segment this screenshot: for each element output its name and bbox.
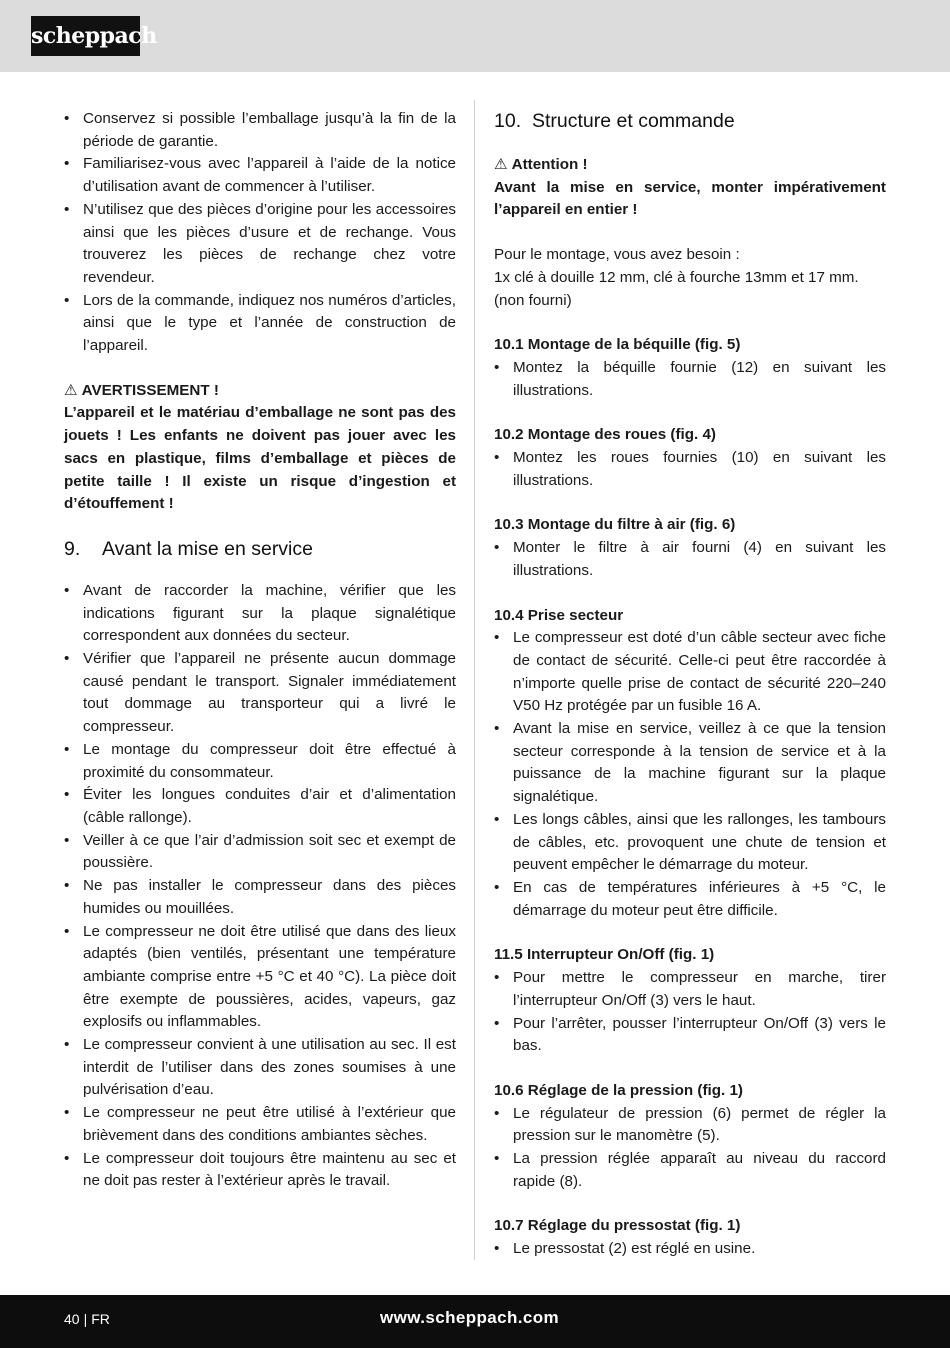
list-item: • Ne pas installer le compresseur dans des pièces humides ou mouillées.	[64, 875, 456, 920]
list-item: • En cas de températures inférieures à +5 °C, le démarrage du moteur peut être difficile.	[494, 877, 886, 922]
section-heading-10	[494, 108, 886, 134]
subsection-title: 10.4 Prise secteur	[494, 606, 624, 624]
warning-heading	[64, 380, 456, 403]
list-item: • Pour l’arrêter, pousser l’interrupteur On/Off (3) vers le bas.	[494, 1013, 886, 1058]
list-item: • Pour mettre le compresseur en marche, tirer l’interrupteur On/Off (3) vers le haut.	[494, 967, 886, 1012]
list-item: • Montez les roues fournies (10) en suivant les illustrations.	[494, 447, 886, 492]
bullet-list	[494, 357, 886, 402]
montage-intro: Pour le montage, vous avez besoin :	[494, 246, 740, 264]
warning-text: L’appareil et le matériau d’emballage ne sont pas des jouets ! Les enfants ne doivent pas jouer avec les sacs en plastique, films d’emballage et pièces de petite taille ! Il existe un risque d’ingestion et d’étouffement !	[64, 404, 456, 513]
website-url: www.scheppach.com	[380, 1308, 560, 1327]
list-item: • Montez la béquille fournie (12) en suivant les illustrations.	[494, 357, 886, 402]
list-item: • N’utilisez que des pièces d’origine pour les accessoires ainsi que les pièces d’usure et de rechange. Vous trouverez les pièces de rechange chez votre revendeur.	[64, 199, 456, 290]
attention-title: Attention !	[511, 156, 588, 173]
subsection-title: 10.3 Montage du filtre à air (fig. 6)	[494, 516, 736, 534]
bullet-list-before-use	[64, 580, 456, 1193]
list-item: • Le compresseur ne peut être utilisé à l’extérieur que brièvement dans des conditions ambiantes sèches.	[64, 1102, 456, 1147]
warning-triangle-icon: ⚠	[494, 156, 508, 173]
list-item: • Familiarisez-vous avec l’appareil à l’aide de la notice d’utilisation avant de commencer à l’utiliser.	[64, 153, 456, 198]
section-number: 10.	[494, 110, 522, 132]
montage-tools: 1x clé à douille 12 mm, clé à fourche 13mm et 17 mm. (non fourni)	[494, 268, 859, 309]
subsection-title: 10.1 Montage de la béquille (fig. 5)	[494, 336, 741, 354]
page-separator: |	[83, 1311, 88, 1327]
bullet-list	[494, 967, 886, 1058]
page-number: 40	[64, 1311, 80, 1327]
list-item: • Le pressostat (2) est réglé en usine.	[494, 1238, 886, 1261]
section-title: Structure et commande	[532, 110, 735, 132]
bullet-list	[494, 627, 886, 922]
section-title: Avant la mise en service	[102, 537, 313, 560]
section-heading-9	[64, 536, 456, 562]
list-item: • Veiller à ce que l’air d’admission soit sec et exempt de poussière.	[64, 830, 456, 875]
bullet-list	[494, 447, 886, 492]
subsection-title: 10.2 Montage des roues (fig. 4)	[494, 426, 716, 444]
attention-heading	[494, 154, 886, 177]
list-item: • Le compresseur convient à une utilisation au sec. Il est interdit de l’utiliser dans des zones soumises à une pulvérisation d’eau.	[64, 1034, 456, 1102]
list-item: • Éviter les longues conduites d’air et d’alimentation (câble rallonge).	[64, 784, 456, 829]
brand-logo: scheppach	[31, 16, 140, 56]
list-item: • Le compresseur est doté d’un câble secteur avec fiche de contact de sécurité. Celle-ci peut être raccordée à n’importe quelle prise de contact de sécurité 220–240 V50 Hz protégée par un fusible 16 A.	[494, 627, 886, 718]
attention-text: Avant la mise en service, monter impérativement l’appareil en entier !	[494, 178, 886, 219]
list-item: • Le compresseur doit toujours être maintenu au sec et ne doit pas rester à l’extérieur après le travail.	[64, 1148, 456, 1193]
bullet-list-packaging	[64, 108, 456, 358]
list-item: • Les longs câbles, ainsi que les rallonges, les tambours de câbles, etc. provoquent une chute de tension et peuvent empêcher le démarrage du moteur.	[494, 809, 886, 877]
list-item: • Avant de raccorder la machine, vérifier que les indications figurant sur la plaque signalétique correspondent aux données du secteur.	[64, 580, 456, 648]
list-item: • Avant la mise en service, veillez à ce que la tension secteur corresponde à la tension de service et à la puissance de la machine figurant sur la plaque signalétique.	[494, 718, 886, 809]
list-item: • Lors de la commande, indiquez nos numéros d’articles, ainsi que le type et l’année de construction de l’appareil.	[64, 290, 456, 358]
subsection-title: 11.5 Interrupteur On/Off (fig. 1)	[494, 946, 715, 964]
list-item: • Vérifier que l’appareil ne présente aucun dommage causé pendant le transport. Signaler immédiatement tout dommage au transporteur qui a livré le compresseur.	[64, 648, 456, 739]
bullet-list	[494, 1103, 886, 1194]
list-item: • Le montage du compresseur doit être effectué à proximité du consommateur.	[64, 739, 456, 784]
warning-triangle-icon: ⚠	[64, 381, 78, 399]
language-code: FR	[91, 1311, 110, 1327]
page-indicator	[64, 1311, 110, 1327]
header-bar	[0, 0, 950, 72]
column-divider	[474, 100, 475, 1260]
list-item: • Monter le filtre à air fourni (4) en suivant les illustrations.	[494, 537, 886, 582]
footer-bar	[0, 1295, 950, 1348]
bullet-list	[494, 1238, 886, 1261]
section-number: 9.	[64, 537, 81, 560]
subsection-title: 10.7 Réglage du pressostat (fig. 1)	[494, 1217, 741, 1235]
warning-title: AVERTISSEMENT !	[81, 381, 219, 399]
list-item: • Conservez si possible l’emballage jusqu’à la fin de la période de garantie.	[64, 108, 456, 153]
bullet-list	[494, 537, 886, 582]
left-column	[64, 108, 456, 1193]
list-item: • La pression réglée apparaît au niveau du raccord rapide (8).	[494, 1148, 886, 1193]
subsection-title: 10.6 Réglage de la pression (fig. 1)	[494, 1081, 743, 1099]
list-item: • Le compresseur ne doit être utilisé que dans des lieux adaptés (bien ventilés, présentant une température ambiante comprise entre +5 °C et 40 °C). La pièce doit être exempte de poussières, acides, vapeurs, gaz explosifs ou inflammables.	[64, 921, 456, 1035]
list-item: • Le régulateur de pression (6) permet de régler la pression sur le manomètre (5).	[494, 1103, 886, 1148]
right-column	[494, 108, 886, 1261]
